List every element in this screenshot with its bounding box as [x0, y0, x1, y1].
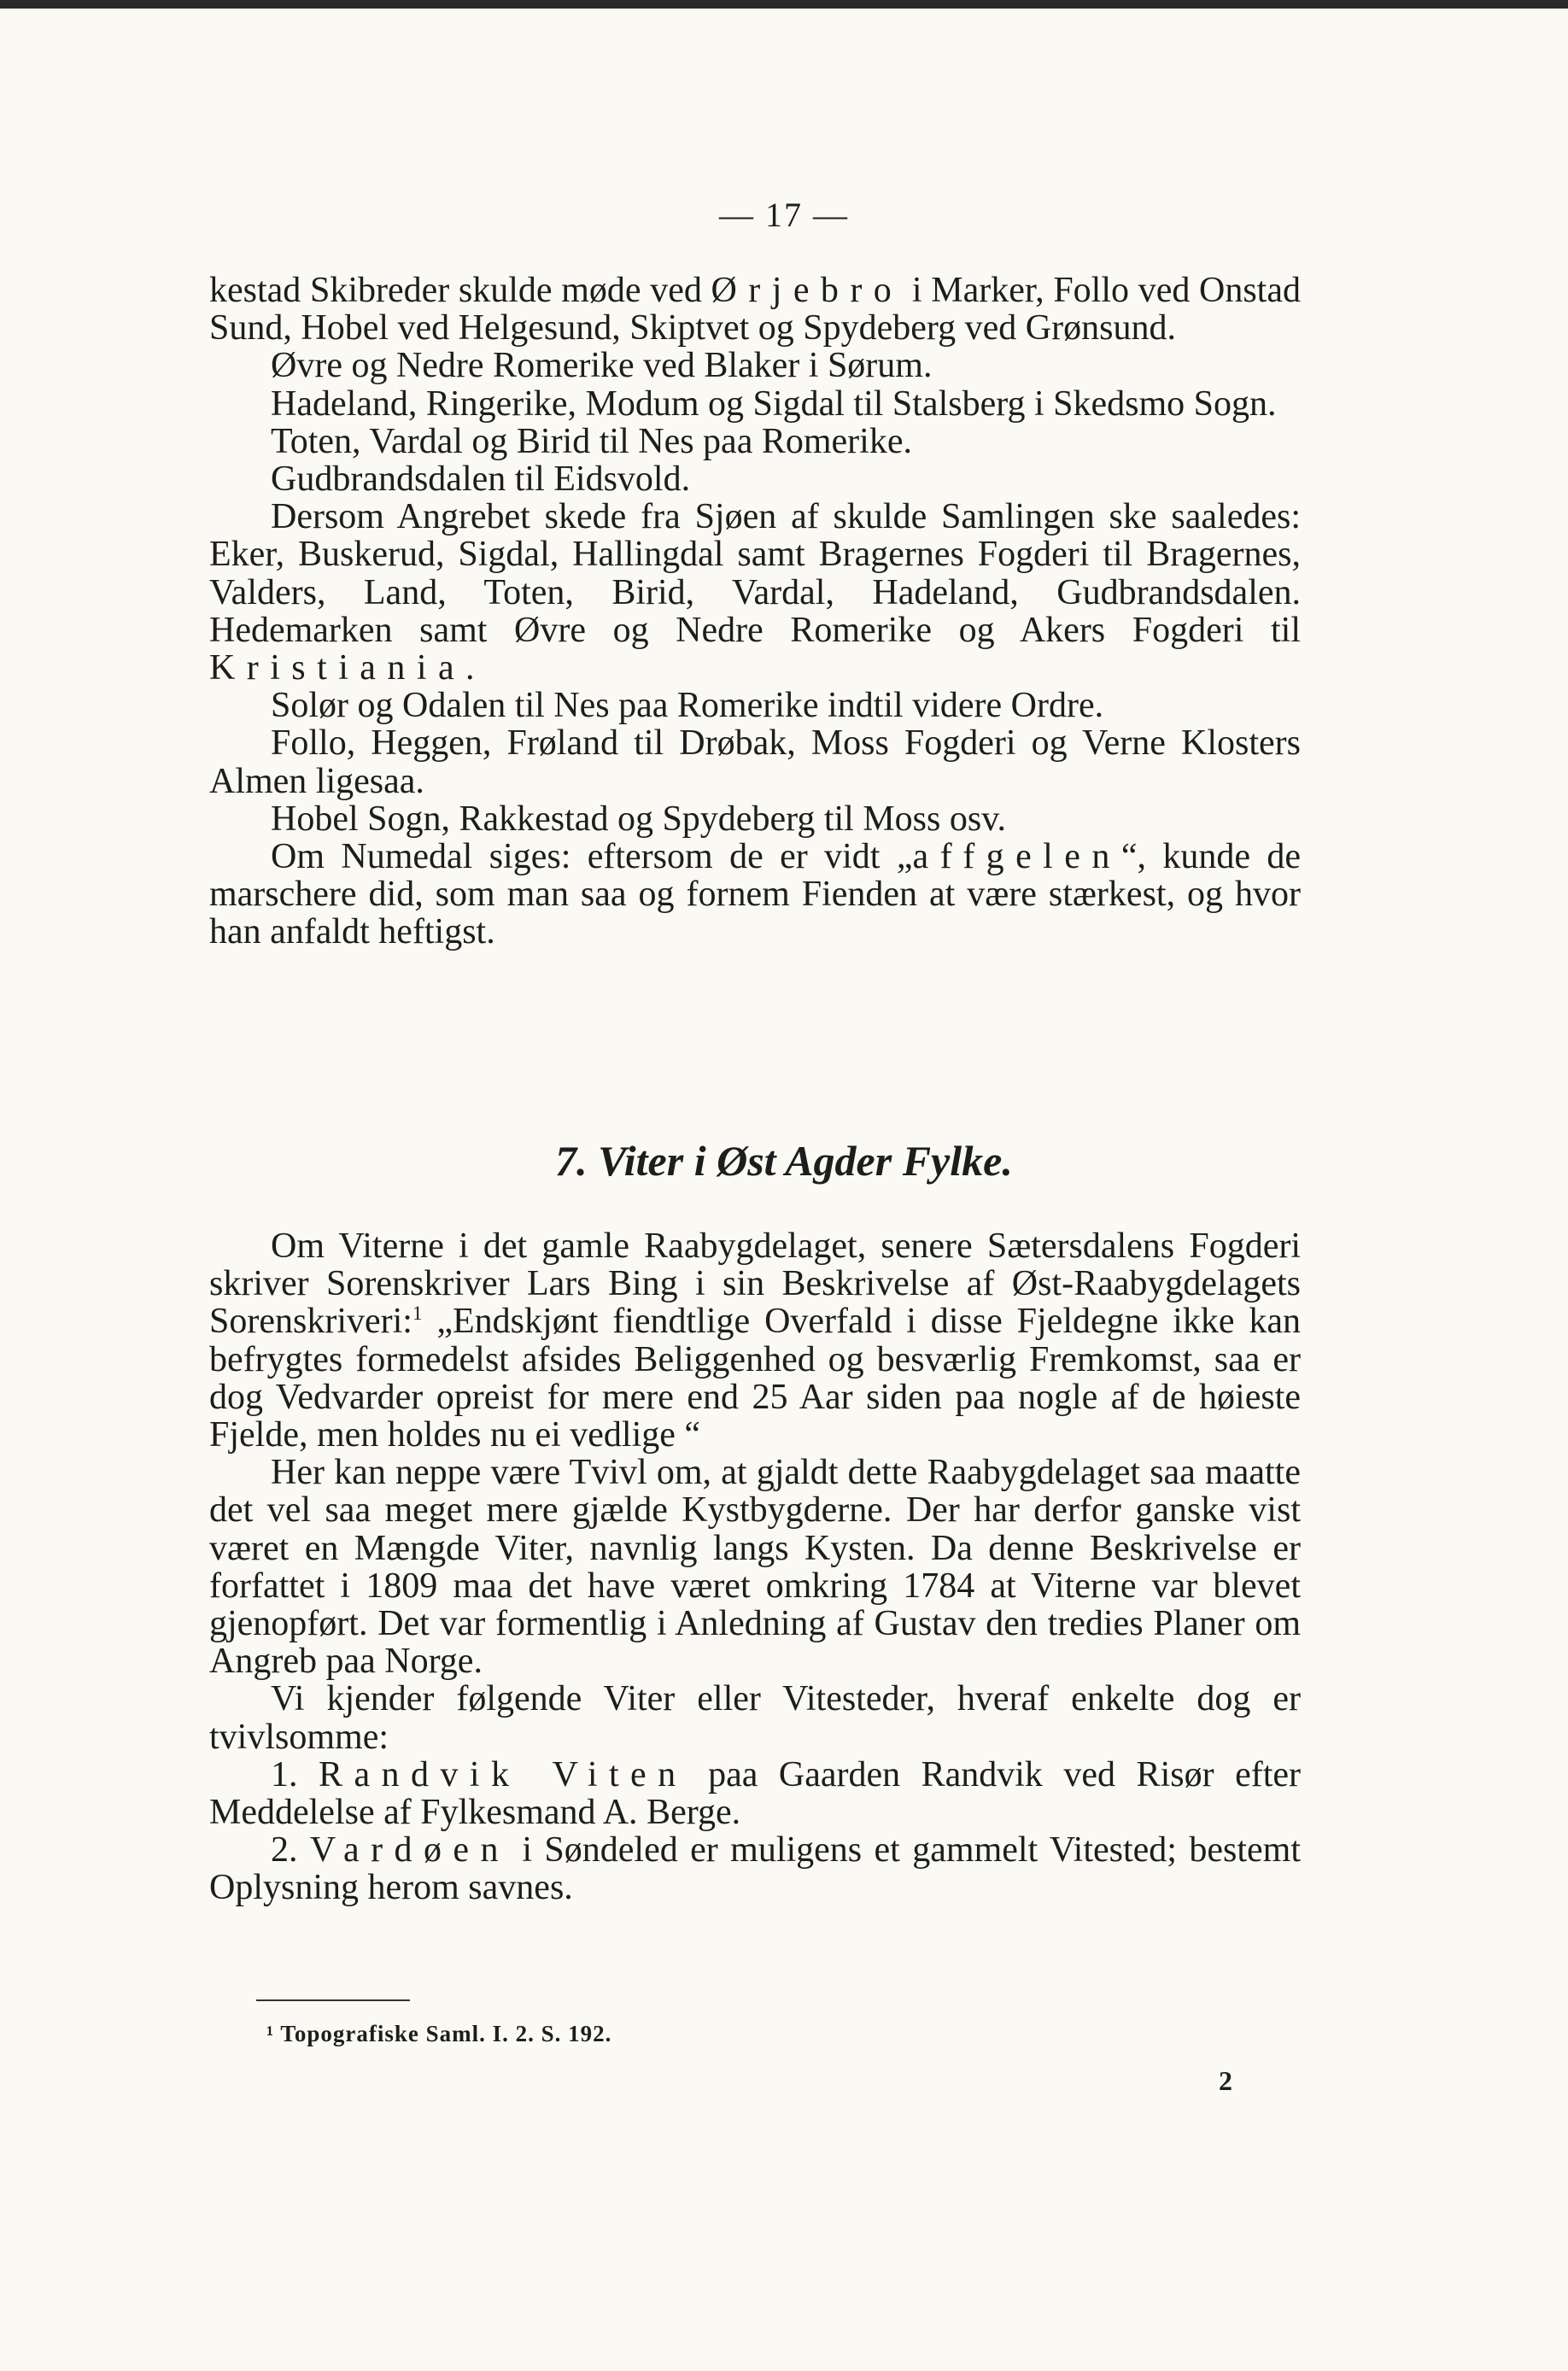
spaced-place-name: Kristiania	[209, 648, 466, 688]
spaced-word: affgelen	[912, 837, 1121, 877]
paragraph: Vi kjender følgende Viter eller Vitesteder, hveraf enkelte dog er tvivlsomme:	[209, 1679, 1301, 1757]
spaced-place-name: Vardøen	[309, 1830, 510, 1870]
paragraph: Hadeland, Ringerike, Modum og Sigdal til Stalsberg i Skedsmo Sogn.	[271, 383, 1277, 424]
list-item: 2. Vardøen i Søndeled er muligens et gammelt Vitested; bestemt Oplysning herom savnes.	[209, 1830, 1302, 1908]
paragraph: Dersom Angrebet skede fra Sjøen af skulde Samlingen ske saaledes: Eker, Buskerud, Sigdal, Hallingdal samt Bragernes Fogderi til Bragernes, Valders, Land, Toten, Birid, Vardal, Hadeland, Gudbrandsdalen. Hedemarken samt Øvre og Nedre Romerike og Akers Fogderi til Kristiania.	[209, 497, 1301, 688]
page-number: — 17 —	[719, 196, 849, 234]
footnote: ¹ Topografiske Saml. I. 2. S. 192.	[266, 2021, 612, 2046]
list-item: 1. Randvik Viten paa Gaarden Randvik ved Risør efter Meddelelse af Fylkesmand A. Berge.	[209, 1754, 1301, 1833]
paragraph: Hobel Sogn, Rakkestad og Spydeberg til Moss osv.	[271, 799, 1006, 839]
paragraph: Om Viterne i det gamle Raabygdelaget, senere Sætersdalens Fogderi skriver Sorenskriver Lars Bing i sin Beskrivelse af Øst-Raabygdelagets Sorenskriveri:$^1$ „Endskjønt fiendtlige Overfald i disse Fjeldegne ikke kan befrygtes formedelst afsides Beliggenhed og besværlig Fremkomst, saa er dog Vedvarder opreist for mere end 25 Aar siden paa nogle af de høieste Fjelde, men holdes nu ei vedlige “	[209, 1226, 1301, 1455]
section-heading: 7. Viter i Øst Agder Fylke.	[555, 1137, 1013, 1185]
spaced-place-name: Randvik Viten	[319, 1754, 687, 1794]
scan-edge	[0, 0, 1568, 9]
lower-text-block	[209, 1227, 1301, 1907]
paragraph: Om Numedal siges: eftersom de er vidt „affgelen“, kunde de marschere did, som man saa og fornem Fienden at være stærkest, og hvor han anfaldt heftigst.	[209, 837, 1301, 952]
upper-text-block	[209, 272, 1301, 951]
spaced-place-name: Ørjebro	[711, 271, 904, 310]
paragraph: Follo, Heggen, Frøland til Drøbak, Moss Fogderi og Verne Klosters Almen ligesaa.	[209, 723, 1301, 801]
paragraph: Gudbrandsdalen til Eidsvold.	[271, 460, 691, 500]
paragraph: Øvre og Nedre Romerike ved Blaker i Sørum.	[271, 346, 933, 386]
footnote-ref: 1	[412, 1302, 423, 1325]
paragraph: Her kan neppe være Tvivl om, at gjaldt dette Raabygdelaget saa maatte det vel saa meget mere gjælde Kystbygderne. Der har derfor ganske vist været en Mængde Viter, navnlig langs Kysten. Da denne Beskrivelse er forfattet i 1809 maa det have været omkring 1784 at Viterne var blevet gjenopført. Det var formentlig i Anledning af Gustav den tredies Planer om Angreb paa Norge.	[209, 1453, 1301, 1682]
paragraph: kestad Skibreder skulde møde ved Ørjebro i Marker, Follo ved Onstad Sund, Hobel ved Helgesund, Skiptvet og Spydeberg ved Grønsund.	[209, 271, 1301, 348]
sheet-signature: 2	[1219, 2065, 1232, 2096]
paragraph: Toten, Vardal og Birid til Nes paa Romerike.	[271, 421, 912, 461]
footnote-rule	[256, 1999, 410, 2001]
paragraph: Solør og Odalen til Nes paa Romerike indtil videre Ordre.	[271, 686, 1104, 726]
